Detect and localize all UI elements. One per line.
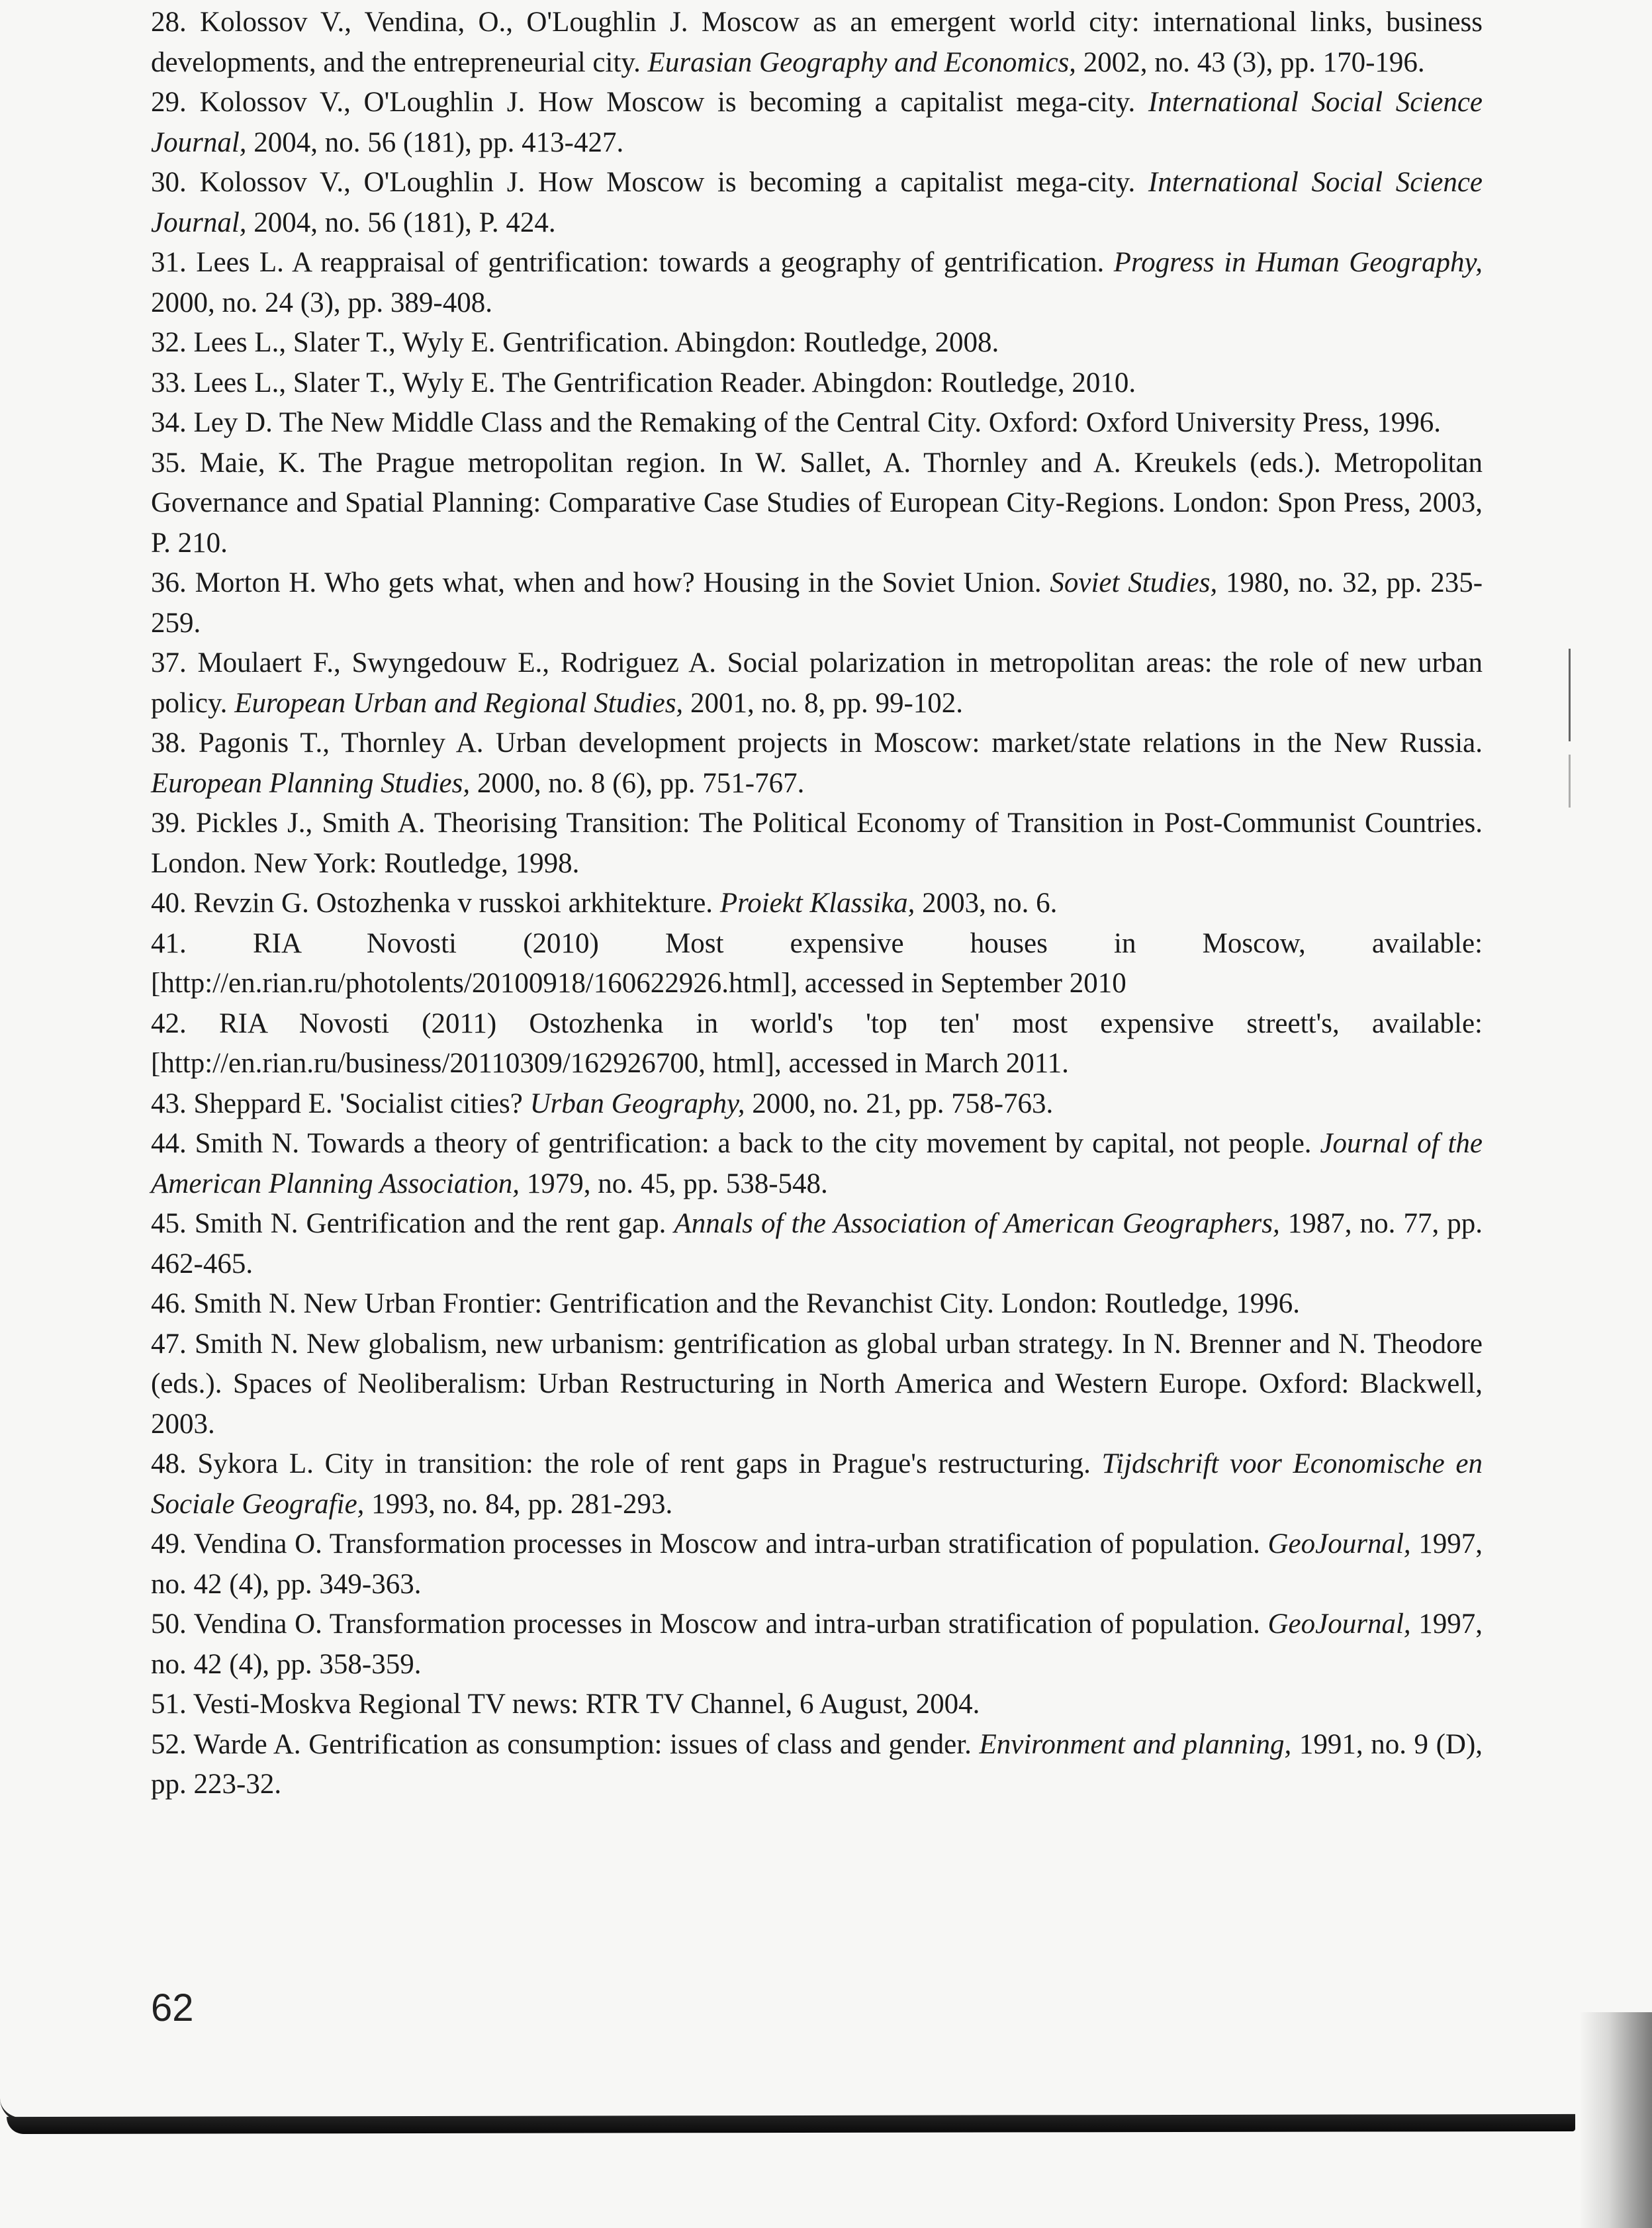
- journal-title: Soviet Studies,: [1050, 567, 1218, 598]
- reference-item-37: [151, 643, 1483, 723]
- journal-title: International Social Science Journal,: [151, 167, 1483, 238]
- reference-text: Pagonis T., Thornley A. Urban development projects in Moscow: market/state relations in the New Russia.: [198, 727, 1483, 759]
- reference-number: 34.: [151, 407, 187, 438]
- reference-number: 42.: [151, 1007, 187, 1039]
- reference-details: 2004, no. 56 (181), P. 424.: [253, 207, 556, 238]
- reference-item-49: [151, 1524, 1483, 1604]
- reference-item-43: [151, 1084, 1483, 1125]
- reference-details: 2001, no. 8, pp. 99-102.: [690, 687, 964, 719]
- reference-text: Smith N. New Urban Frontier: Gentrification and the Revanchist City. London: Routledge, 1996.: [193, 1288, 1301, 1319]
- reference-text: Sheppard E. 'Socialist cities?: [193, 1088, 523, 1119]
- reference-item-39: [151, 804, 1483, 884]
- reference-item-29: [151, 83, 1483, 163]
- reference-item-36: [151, 563, 1483, 643]
- reference-item-31: [151, 243, 1483, 323]
- reference-item-40: [151, 884, 1483, 924]
- reference-item-42: [151, 1004, 1483, 1084]
- reference-item-32: [151, 323, 1483, 363]
- journal-title: Journal of the American Planning Association,: [151, 1128, 1483, 1199]
- reference-text: Lees L., Slater T., Wyly E. The Gentrification Reader. Abingdon: Routledge, 2010.: [193, 367, 1136, 398]
- reference-text: Vesti-Moskva Regional TV news: RTR TV Channel, 6 August, 2004.: [193, 1689, 980, 1720]
- reference-list: [151, 3, 1483, 1805]
- reference-text: Sykora L. City in transition: the role of rent gaps in Prague's restructuring.: [197, 1448, 1091, 1479]
- journal-title: Progress in Human Geography,: [1113, 247, 1483, 278]
- reference-number: 43.: [151, 1088, 187, 1119]
- reference-item-35: [151, 443, 1483, 564]
- scan-edge-mark: [1569, 755, 1571, 808]
- reference-item-46: [151, 1284, 1483, 1324]
- journal-title: Environment and planning,: [979, 1728, 1292, 1760]
- reference-details: 2000, no. 8 (6), pp. 751-767.: [477, 767, 805, 799]
- reference-item-48: [151, 1444, 1483, 1524]
- reference-number: 39.: [151, 808, 187, 839]
- reference-text: Lees L., Slater T., Wyly E. Gentrification. Abingdon: Routledge, 2008.: [193, 327, 999, 358]
- reference-number: 46.: [151, 1288, 187, 1319]
- reference-text: Moulaert F., Swyngedouw E., Rodriguez A. Social polarization in metropolitan areas: the role of new urban policy.: [151, 647, 1483, 719]
- reference-details: 2002, no. 43 (3), pp. 170-196.: [1083, 46, 1425, 78]
- reference-number: 52.: [151, 1728, 187, 1760]
- reference-details: 2004, no. 56 (181), pp. 413-427.: [253, 126, 624, 158]
- reference-item-45: [151, 1204, 1483, 1284]
- reference-number: 40.: [151, 888, 187, 919]
- reference-details: 1980, no. 32, pp. 235-259.: [151, 567, 1483, 639]
- reference-number: 37.: [151, 647, 187, 678]
- reference-item-33: [151, 363, 1483, 404]
- reference-number: 45.: [151, 1208, 187, 1239]
- reference-text: RIA Novosti (2010) Most expensive houses in Moscow, available: [http://en.rian.ru/photolents/20100918/160622926.html], accessed in September 2010: [151, 927, 1483, 999]
- reference-item-44: [151, 1124, 1483, 1204]
- reference-item-38: [151, 723, 1483, 804]
- reference-number: 51.: [151, 1689, 187, 1720]
- reference-text: Kolossov V., Vendina, O., O'Loughlin J. Moscow as an emergent world city: international links, business developments, and the entrepreneurial city.: [151, 7, 1483, 78]
- reference-item-51: [151, 1685, 1483, 1725]
- journal-title: Proiekt Klassika,: [719, 888, 915, 919]
- reference-details: 1987, no. 77, pp. 462-465.: [151, 1208, 1483, 1279]
- journal-title: Eurasian Geography and Economics,: [647, 46, 1076, 78]
- reference-text: Warde A. Gentrification as consumption: issues of class and gender.: [193, 1728, 972, 1760]
- reference-number: 32.: [151, 327, 187, 358]
- reference-number: 44.: [151, 1128, 187, 1159]
- reference-number: 41.: [151, 927, 187, 959]
- reference-item-50: [151, 1604, 1483, 1685]
- page-corner-shadow: [1579, 2012, 1652, 2228]
- reference-details: 1991, no. 9 (D), pp. 223-32.: [151, 1728, 1483, 1800]
- reference-text: Morton H. Who gets what, when and how? Housing in the Soviet Union.: [195, 567, 1042, 598]
- reference-text: Lees L. A reappraisal of gentrification: towards a geography of gentrification.: [196, 247, 1105, 278]
- reference-text: Smith N. Gentrification and the rent gap.: [194, 1208, 666, 1239]
- reference-text: Smith N. Towards a theory of gentrification: a back to the city movement by capital, not people.: [195, 1128, 1312, 1159]
- journal-title: GeoJournal,: [1267, 1608, 1411, 1640]
- reference-number: 38.: [151, 727, 187, 759]
- reference-item-28: [151, 3, 1483, 83]
- reference-details: 2000, no. 24 (3), pp. 389-408.: [151, 287, 492, 318]
- scan-edge-mark: [1569, 649, 1571, 741]
- reference-text: RIA Novosti (2011) Ostozhenka in world's 'top ten' most expensive streett's, available: [http://en.rian.ru/business/20110309/162926700, html], accessed in March 2011.: [151, 1007, 1483, 1079]
- reference-number: 48.: [151, 1448, 187, 1479]
- reference-details: 1979, no. 45, pp. 538-548.: [526, 1168, 828, 1199]
- journal-title: Urban Geography,: [529, 1088, 745, 1119]
- reference-number: 31.: [151, 247, 187, 278]
- reference-text: Revzin G. Ostozhenka v russkoi arkhitekture.: [193, 888, 713, 919]
- reference-number: 36.: [151, 567, 187, 598]
- reference-item-52: [151, 1725, 1483, 1805]
- journal-title: European Planning Studies,: [151, 767, 471, 799]
- reference-number: 35.: [151, 447, 187, 479]
- journal-title: Tijdschrift voor Economische en Sociale Geografie,: [151, 1448, 1483, 1520]
- reference-details: 2000, no. 21, pp. 758-763.: [752, 1088, 1054, 1119]
- reference-text: Maie, K. The Prague metropolitan region. In W. Sallet, A. Thornley and A. Kreukels (eds.). Metropolitan Governance and Spatial Planning: Comparative Case Studies of European City-Regions. London: Spon Press, 2003, P. 210.: [151, 447, 1483, 559]
- reference-text: Pickles J., Smith A. Theorising Transition: The Political Economy of Transition in Post-Communist Countries. London. New York: Routledge, 1998.: [151, 808, 1483, 879]
- journal-title: Annals of the Association of American Geographers,: [674, 1208, 1280, 1239]
- reference-number: 47.: [151, 1328, 187, 1360]
- journal-title: International Social Science Journal,: [151, 87, 1483, 158]
- reference-text: Vendina O. Transformation processes in Moscow and intra-urban stratification of population.: [193, 1608, 1260, 1640]
- journal-title: European Urban and Regional Studies,: [234, 687, 684, 719]
- journal-title: GeoJournal,: [1267, 1528, 1411, 1559]
- reference-number: 29.: [151, 87, 187, 118]
- reference-text: Ley D. The New Middle Class and the Remaking of the Central City. Oxford: Oxford University Press, 1996.: [193, 407, 1442, 438]
- reference-number: 33.: [151, 367, 187, 398]
- reference-details: 1997, no. 42 (4), pp. 349-363.: [151, 1528, 1483, 1600]
- reference-number: 30.: [151, 167, 187, 198]
- reference-details: 1997, no. 42 (4), pp. 358-359.: [151, 1608, 1483, 1680]
- reference-text: Kolossov V., O'Loughlin J. How Moscow is becoming a capitalist mega-city.: [199, 87, 1136, 118]
- page-bottom-edge: [7, 2114, 1575, 2134]
- reference-item-41: [151, 924, 1483, 1004]
- reference-item-47: [151, 1324, 1483, 1445]
- page-number: 62: [151, 1986, 194, 2029]
- reference-text: Kolossov V., O'Loughlin J. How Moscow is becoming a capitalist mega-city.: [199, 167, 1136, 198]
- reference-text: Smith N. New globalism, new urbanism: gentrification as global urban strategy. In N. Brenner and N. Theodore (eds.). Spaces of Neoliberalism: Urban Restructuring in North America and Western Europe. Oxford: Blackwell, 2003.: [151, 1328, 1483, 1440]
- reference-item-30: [151, 163, 1483, 243]
- reference-number: 28.: [151, 7, 187, 38]
- reference-number: 49.: [151, 1528, 187, 1559]
- reference-details: 1993, no. 84, pp. 281-293.: [371, 1488, 673, 1520]
- reference-item-34: [151, 403, 1483, 443]
- reference-number: 50.: [151, 1608, 187, 1640]
- reference-details: 2003, no. 6.: [922, 888, 1058, 919]
- reference-text: Vendina O. Transformation processes in Moscow and intra-urban stratification of population.: [193, 1528, 1260, 1559]
